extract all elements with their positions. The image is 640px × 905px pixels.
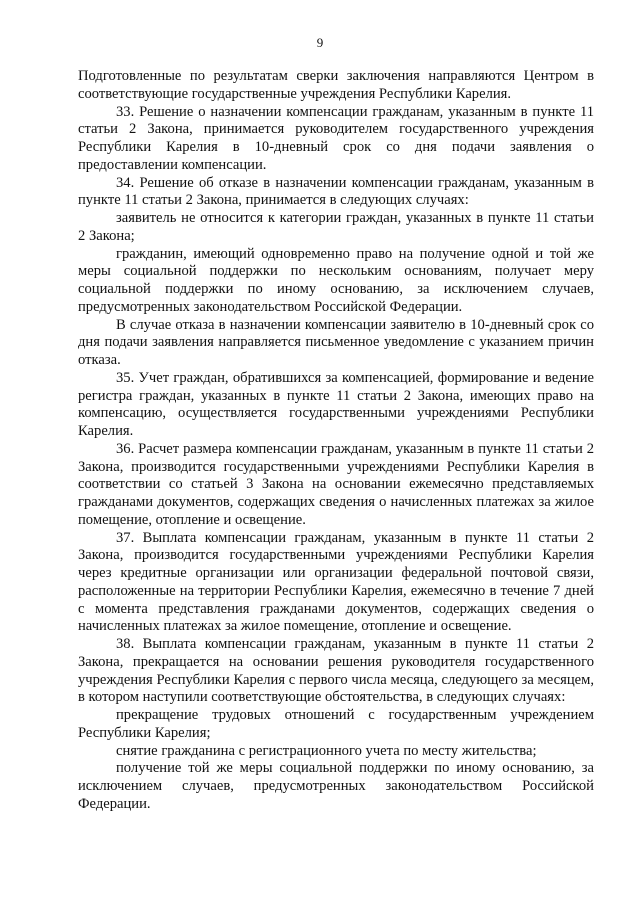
paragraph-38-case-1: прекращение трудовых отношений с государственным учреждением Республики Карелия; [78, 707, 594, 741]
paragraph-36: 36. Расчет размера компенсации гражданам, указанным в пункте 11 статьи 2 Закона, производится государственными учреждениями Республики Карелия в соответствии со статьей 3 Закона на основании ежемесячно представляемых гражданами документов, содержащих сведения о начисленных платежах за жилое помещение, отопление и освещение. [78, 440, 594, 528]
paragraph-37: 37. Выплата компенсации гражданам, указанным в пункте 11 статьи 2 Закона, производится государственными учреждениями Республики Карелия через кредитные организации или организации федеральной почтовой связи, расположенные на территории Республики Карелия, ежемесячно в течение 7 дней с момента представления гражданами документов, содержащих сведения о начисленных платежах за жилое помещение, отопление и освещение. [78, 529, 594, 635]
paragraph-38: 38. Выплата компенсации гражданам, указанным в пункте 11 статьи 2 Закона, прекращается на основании решения руководителя государственного учреждения Республики Карелия с первого числа месяца, следующего за месяцем, в котором наступили соответствующие обстоятельства, в следующих случаях: [78, 636, 594, 706]
paragraph-33: 33. Решение о назначении компенсации гражданам, указанным в пункте 11 статьи 2 Закона, принимается руководителем государственного учреждения Республики Карелия в 10-дневный срок со дня подачи заявления о предоставлении компенсации. [78, 103, 594, 173]
paragraph-34-case-1: заявитель не относится к категории граждан, указанных в пункте 11 статьи 2 Закона; [78, 210, 594, 244]
paragraph-35: 35. Учет граждан, обратившихся за компенсацией, формирование и ведение регистра граждан, указанных в пункте 11 статьи 2 Закона, имеющих право на компенсацию, осуществляется государственными учреждениями Республики Карелия. [78, 369, 594, 439]
paragraph-continuation: Подготовленные по результатам сверки заключения направляются Центром в соответствующие государственные учреждения Республики Карелия. [78, 68, 594, 102]
page-number: 9 [316, 35, 324, 50]
paragraph-34-case-2: гражданин, имеющий одновременно право на получение одной и той же меры социальной поддержки по нескольким основаниям, получает меру социальной поддержки по иному основанию, за исключением случаев, предусмотренных законодательством Российской Федерации. [78, 245, 594, 315]
document-body [78, 68, 594, 814]
paragraph-38-case-3: получение той же меры социальной поддержки по иному основанию, за исключением случаев, предусмотренных законодательством Российской Федерации. [78, 760, 594, 812]
paragraph-38-case-2: снятие гражданина с регистрационного учета по месту жительства; [116, 742, 537, 759]
paragraph-34-refusal-notice: В случае отказа в назначении компенсации заявителю в 10-дневный срок со дня подачи заявления направляется письменное уведомление с указанием причин отказа. [78, 316, 594, 368]
paragraph-34: 34. Решение об отказе в назначении компенсации гражданам, указанным в пункте 11 статьи 2 Закона, принимается в следующих случаях: [78, 174, 594, 209]
